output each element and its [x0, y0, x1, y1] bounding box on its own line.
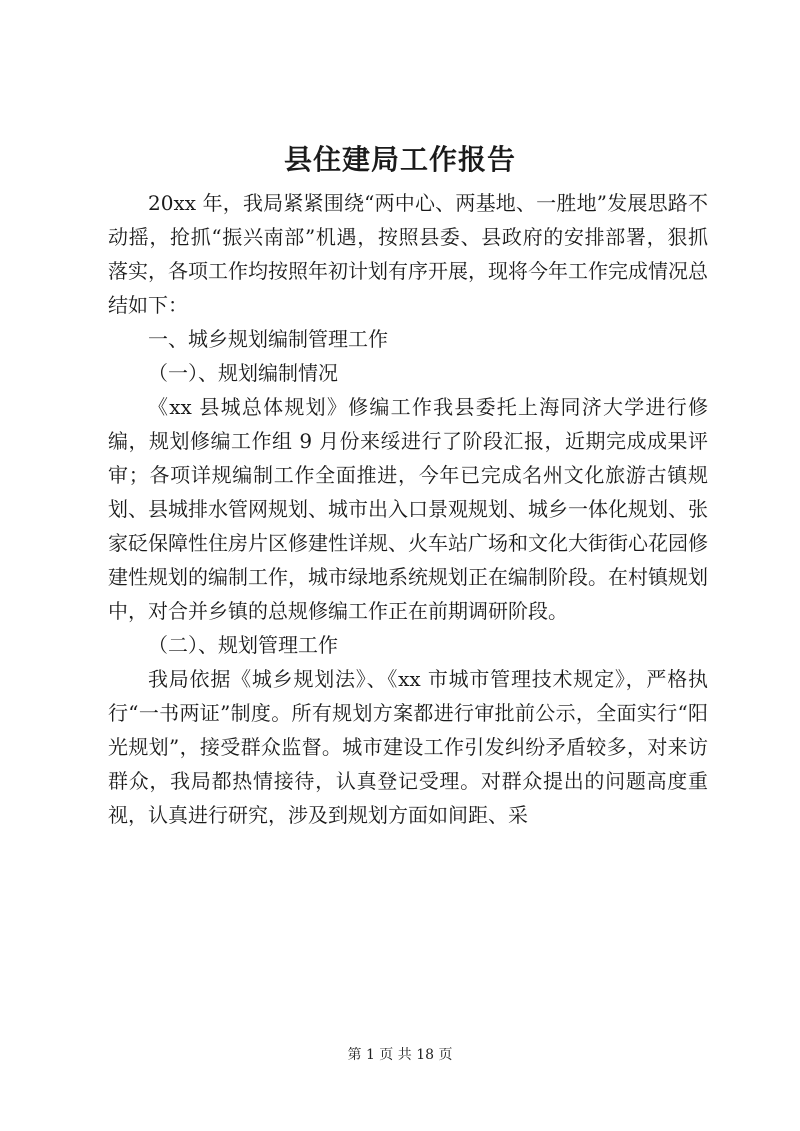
document-body [108, 186, 708, 832]
subsection-heading-1: （一）、规划编制情况 [148, 361, 338, 385]
paragraph-intro: 20xx 年，我局紧紧围绕“两中心、两基地、一胜地”发展思路不动摇，抢抓“振兴南部”机遇，按照县委、县政府的安排部署，狠抓落实，各项工作均按照年初计划有序开展，现将今年工作完成情况总结如下： [108, 191, 708, 317]
subsection-heading-2: （二）、规划管理工作 [148, 633, 338, 657]
document-title: 县住建局工作报告 [283, 143, 516, 176]
page-footer: 第 1 页 共 18 页 [347, 1047, 453, 1063]
paragraph-planning-management: 我局依据《城乡规划法》、《xx 市城市管理技术规定》，严格执行“一书两证”制度。所有规划方案都进行审批前公示，全面实行“阳光规划”，接受群众监督。城市建设工作引发纠纷矛盾较多，对来访群众，我局都热情接待，认真登记受理。对群众提出的问题高度重视，认真进行研究，涉及到规划方面如间距、采 [108, 667, 708, 827]
paragraph-planning-compilation: 《xx 县城总体规划》修编工作我县委托上海同济大学进行修编，规划修编工作组 9 月份来绥进行了阶段汇报，近期完成成果评审；各项详规编制工作全面推进，今年已完成名州文化旅游古镇规划、县城排水管网规划、城市出入口景观规划、城乡一体化规划、张家砭保障性住房片区修建性详规、火车站广场和文化大街街心花园修建性规划的编制工作，城市绿地系统规划正在编制阶段。在村镇规划中，对合并乡镇的总规修编工作正在前期调研阶段。 [108, 395, 708, 623]
section-heading-1: 一、城乡规划编制管理工作 [148, 327, 388, 351]
